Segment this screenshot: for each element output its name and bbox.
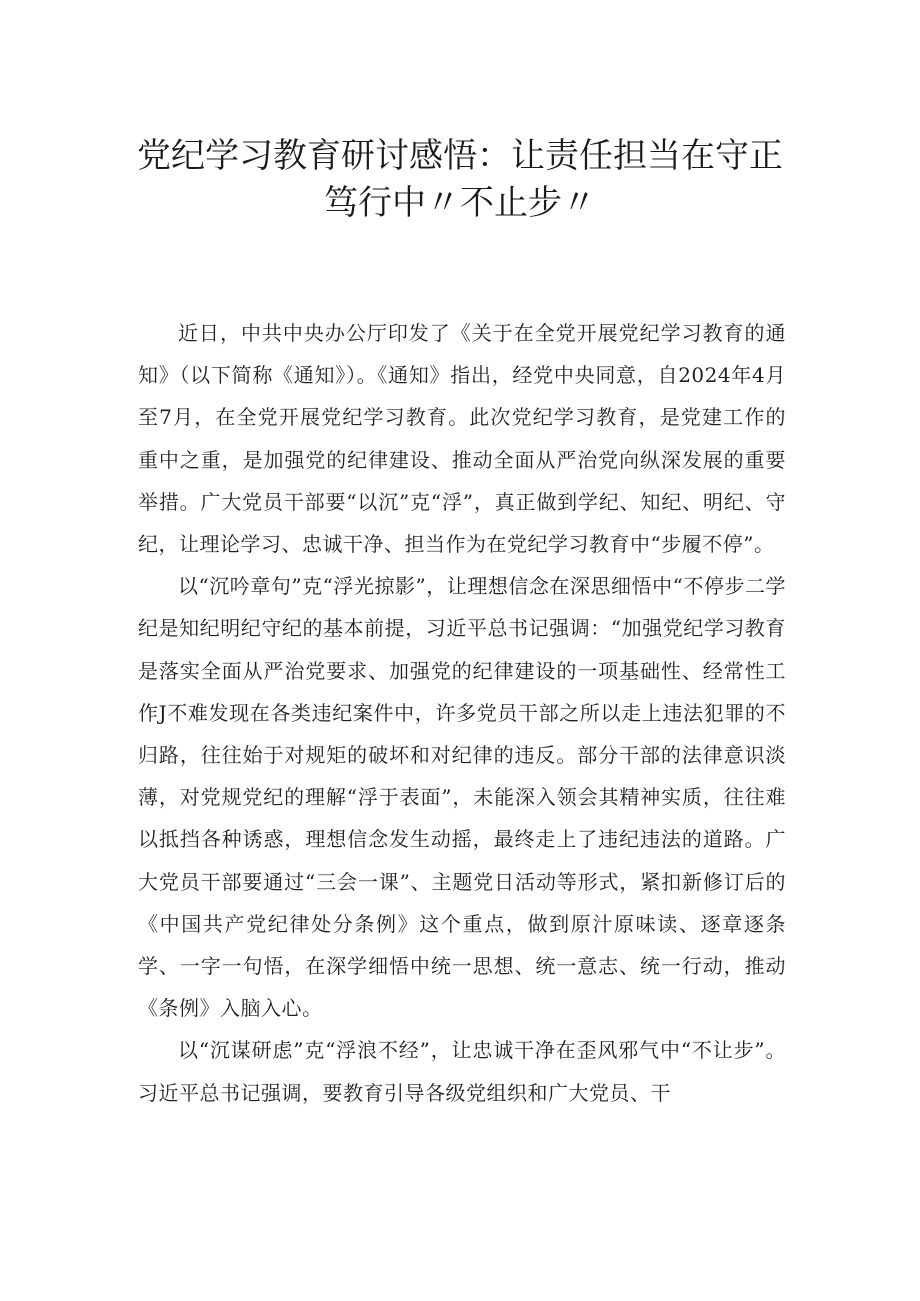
paragraph: 近日，中共中央办公厅印发了《关于在全党开展党纪学习教育的通知》（以下简称《通知》）。《通知》指出，经党中央同意，自2024年4月至7月，在全党开展党纪学习教育。此次党纪学习教育，是党建工作的重中之重，是加强党的纪律建设、推动全面从严治党向纵深发展的重要举措。广大党员干部要“以沉”克“浮”，真正做到学纪、知纪、明纪、守纪，让理论学习、忠诚干净、担当作为在党纪学习教育中“步履不停”。 [138,321,786,557]
document-body [138,312,786,1114]
paragraph: 以“沉谋研虑”克“浮浪不经”，让忠诚干净在歪风邪气中“不让步”。习近平总书记强调，要教育引导各级党组织和广大党员、干 [138,1038,786,1105]
paragraph: 以“沉吟章句”克“浮光掠影”，让理想信念在深思细悟中“不停步二学纪是知纪明纪守纪的基本前提，习近平总书记强调：“加强党纪学习教育是落实全面从严治党要求、加强党的纪律建设的一项基础性、经常性工作J不难发现在各类违纪案件中，许多党员干部之所以走上违法犯罪的不归路，往往始于对规矩的破坏和对纪律的违反。部分干部的法律意识淡薄，对党规党纪的理解“浮于表面”，未能深入领会其精神实质，往往难以抵挡各种诱惑，理想信念发生动摇，最终走上了违纪违法的道路。广大党员干部要通过“三会一课”、主题党日活动等形式，紧扣新修订后的《中国共产党纪律处分条例》这个重点，做到原汁原味读、逐章逐条学、一字一句悟，在深学细悟中统一思想、统一意志、统一行动，推动《条例》入脑入心。 [138,574,786,1021]
document-title-line-1: 党纪学习教育研讨感悟：让责任担当在守正 [137,136,783,176]
document-title-line-2: 笃行中〃不止步〃 [324,183,596,223]
